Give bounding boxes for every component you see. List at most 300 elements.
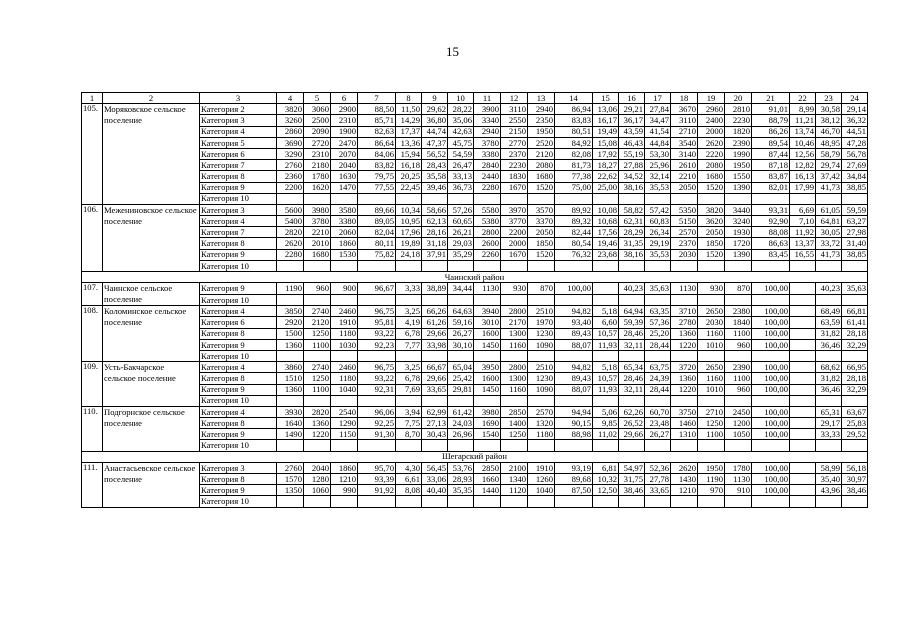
table-cell: [671, 440, 698, 451]
table-cell: 1190: [698, 474, 725, 485]
table-cell: 59,16: [448, 317, 474, 328]
table-cell: 2810: [725, 104, 752, 115]
row-number: 106.: [82, 204, 103, 271]
table-cell: [474, 440, 501, 451]
table-cell: [331, 294, 358, 306]
table-cell: [752, 496, 790, 507]
table-cell: 10,95: [396, 216, 422, 227]
table-cell: 2310: [304, 148, 331, 159]
table-cell: [593, 496, 619, 507]
table-cell: 15,94: [396, 148, 422, 159]
table-cell: 1090: [528, 339, 555, 350]
table-cell: [358, 260, 396, 271]
table-cell: 8,70: [396, 429, 422, 440]
table-cell: 3370: [528, 216, 555, 227]
table-cell: 8,99: [790, 104, 816, 115]
table-cell: 1210: [331, 474, 358, 485]
table-cell: 65,04: [448, 362, 474, 373]
table-cell: 63,75: [645, 362, 671, 373]
table-cell: 2030: [698, 317, 725, 328]
column-number: 3: [200, 93, 277, 104]
table-cell: 1250: [304, 373, 331, 384]
table-cell: [790, 350, 816, 361]
table-cell: 990: [331, 485, 358, 496]
table-cell: [304, 294, 331, 306]
table-cell: 41,73: [816, 249, 842, 260]
table-cell: 1360: [304, 418, 331, 429]
table-cell: [422, 350, 448, 361]
category-label: Категория 4: [200, 216, 277, 227]
table-cell: [593, 193, 619, 204]
table-cell: 29,81: [448, 384, 474, 395]
table-cell: 34,44: [448, 283, 474, 295]
table-cell: 1190: [277, 283, 304, 295]
table-cell: 35,58: [422, 171, 448, 182]
table-cell: 27,13: [422, 418, 448, 429]
table-cell: [671, 260, 698, 271]
table-cell: 1100: [725, 373, 752, 384]
table-row: [82, 283, 868, 295]
table-cell: 6,81: [593, 462, 619, 473]
table-cell: [277, 193, 304, 204]
table-cell: 36,32: [842, 115, 868, 126]
table-cell: 3060: [304, 104, 331, 115]
table-cell: [304, 395, 331, 406]
table-cell: 27,78: [645, 474, 671, 485]
table-cell: 2080: [698, 160, 725, 171]
table-cell: 66,67: [422, 362, 448, 373]
settlement-name: Межениновское сельское поселение: [103, 204, 200, 271]
table-cell: 1280: [304, 474, 331, 485]
table-cell: 1680: [698, 171, 725, 182]
table-cell: 7,10: [790, 216, 816, 227]
table-cell: 2380: [725, 306, 752, 317]
table-cell: 23,68: [593, 249, 619, 260]
table-cell: [619, 193, 645, 204]
table-cell: 2940: [474, 126, 501, 137]
table-cell: 2820: [277, 227, 304, 238]
table-cell: [790, 328, 816, 339]
table-cell: 56,18: [842, 462, 868, 473]
column-number: 21: [752, 93, 790, 104]
table-cell: 5,18: [593, 306, 619, 317]
category-label: Категория 10: [200, 395, 277, 406]
table-cell: [448, 294, 474, 306]
table-cell: 2180: [304, 160, 331, 171]
table-cell: 11,93: [593, 339, 619, 350]
table-cell: 32,29: [842, 339, 868, 350]
table-cell: 26,96: [448, 429, 474, 440]
table-cell: 95,70: [358, 462, 396, 473]
category-label: Категория 10: [200, 294, 277, 306]
table-cell: 1970: [528, 317, 555, 328]
table-cell: 2200: [501, 227, 528, 238]
table-cell: 31,40: [842, 238, 868, 249]
table-cell: 2470: [331, 137, 358, 148]
table-cell: [331, 193, 358, 204]
table-cell: 38,89: [422, 283, 448, 295]
table-cell: [752, 350, 790, 361]
table-cell: 84,06: [358, 148, 396, 159]
table-cell: 100,00: [752, 339, 790, 350]
table-cell: 46,43: [619, 137, 645, 148]
table-cell: [645, 440, 671, 451]
table-cell: 3980: [304, 204, 331, 215]
table-cell: [422, 440, 448, 451]
table-cell: [619, 350, 645, 361]
table-cell: 1720: [725, 238, 752, 249]
table-cell: 24,03: [448, 418, 474, 429]
category-label: Категория 9: [200, 384, 277, 395]
table-cell: 47,28: [842, 137, 868, 148]
table-cell: 41,73: [816, 182, 842, 193]
category-label: Категория 3: [200, 462, 277, 473]
table-cell: 10,34: [396, 204, 422, 215]
table-cell: [790, 306, 816, 317]
table-cell: 2040: [304, 462, 331, 473]
category-label: Категория 5: [200, 137, 277, 148]
table-cell: [698, 294, 725, 306]
table-cell: 57,42: [645, 204, 671, 215]
table-cell: 19,89: [396, 238, 422, 249]
table-cell: 930: [501, 283, 528, 295]
table-cell: 44,84: [645, 137, 671, 148]
table-cell: 2620: [671, 462, 698, 473]
table-cell: 28,93: [448, 474, 474, 485]
column-number: 23: [816, 93, 842, 104]
table-cell: 100,00: [752, 317, 790, 328]
table-cell: 3110: [671, 115, 698, 126]
table-cell: 910: [725, 485, 752, 496]
table-cell: [422, 260, 448, 271]
table-cell: 17,56: [593, 227, 619, 238]
table-cell: 20,25: [396, 171, 422, 182]
table-cell: [277, 395, 304, 406]
table-cell: 33,65: [645, 485, 671, 496]
table-cell: 10,46: [790, 137, 816, 148]
table-cell: 3110: [501, 104, 528, 115]
table-cell: 86,94: [555, 104, 593, 115]
table-cell: [422, 496, 448, 507]
table-cell: [816, 350, 842, 361]
table-cell: 16,18: [396, 160, 422, 171]
region-row: [82, 451, 868, 462]
table-cell: 87,18: [752, 160, 790, 171]
table-cell: 13,37: [790, 238, 816, 249]
table-cell: 52,36: [645, 462, 671, 473]
table-cell: 3820: [277, 104, 304, 115]
table-cell: 77,38: [555, 171, 593, 182]
column-number: 8: [396, 93, 422, 104]
table-cell: 1780: [304, 171, 331, 182]
column-number: 13: [528, 93, 555, 104]
table-cell: [501, 440, 528, 451]
column-number: 12: [501, 93, 528, 104]
table-cell: 17,96: [396, 227, 422, 238]
table-cell: 1860: [331, 238, 358, 249]
table-cell: [619, 260, 645, 271]
table-cell: 12,50: [593, 485, 619, 496]
table-cell: 1660: [474, 474, 501, 485]
table-cell: [816, 193, 842, 204]
table-cell: 100,00: [752, 429, 790, 440]
row-number: 109.: [82, 362, 103, 407]
table-row: [82, 429, 868, 440]
table-cell: 48,95: [816, 137, 842, 148]
table-cell: 2720: [304, 137, 331, 148]
table-cell: 11,50: [396, 104, 422, 115]
table-cell: [396, 496, 422, 507]
table-cell: [671, 350, 698, 361]
table-cell: 88,79: [752, 115, 790, 126]
table-cell: 1450: [474, 384, 501, 395]
table-cell: [671, 294, 698, 306]
table-cell: 30,43: [422, 429, 448, 440]
table-cell: [555, 496, 593, 507]
data-table: [81, 92, 868, 508]
table-cell: 14,29: [396, 115, 422, 126]
table-row: [82, 350, 868, 361]
table-cell: 1350: [277, 485, 304, 496]
table-cell: 1680: [528, 171, 555, 182]
table-cell: 38,46: [619, 485, 645, 496]
table-cell: 44,74: [422, 126, 448, 137]
table-cell: 2850: [474, 462, 501, 473]
table-row: [82, 216, 868, 227]
column-number: 16: [619, 93, 645, 104]
table-cell: 3580: [331, 204, 358, 215]
table-cell: 28,44: [645, 339, 671, 350]
table-cell: 94,82: [555, 306, 593, 317]
category-label: Категория 9: [200, 182, 277, 193]
table-cell: 64,94: [619, 306, 645, 317]
table-cell: [752, 260, 790, 271]
table-cell: 88,98: [555, 429, 593, 440]
table-cell: 25,20: [645, 328, 671, 339]
table-cell: 91,30: [358, 429, 396, 440]
table-cell: 100,00: [752, 362, 790, 373]
table-cell: [358, 496, 396, 507]
table-cell: 29,66: [422, 373, 448, 384]
table-cell: 96,67: [358, 283, 396, 295]
table-cell: 1400: [501, 418, 528, 429]
table-cell: [528, 350, 555, 361]
category-label: Категория 2: [200, 104, 277, 115]
table-cell: 77,55: [358, 182, 396, 193]
table-cell: 61,41: [842, 317, 868, 328]
table-cell: [277, 496, 304, 507]
table-cell: 57,36: [645, 317, 671, 328]
category-label: Категория 8: [200, 418, 277, 429]
table-cell: 2740: [304, 362, 331, 373]
table-cell: 1180: [528, 429, 555, 440]
table-cell: [790, 395, 816, 406]
table-cell: 970: [698, 485, 725, 496]
category-label: Категория 8: [200, 171, 277, 182]
table-cell: 5,06: [593, 406, 619, 417]
table-cell: 1260: [528, 474, 555, 485]
table-cell: 100,00: [752, 462, 790, 473]
table-cell: 27,88: [619, 160, 645, 171]
table-cell: 2960: [698, 104, 725, 115]
table-cell: [555, 440, 593, 451]
table-cell: 1220: [671, 339, 698, 350]
table-cell: 86,63: [752, 238, 790, 249]
table-cell: 3540: [671, 137, 698, 148]
table-cell: 1250: [501, 429, 528, 440]
table-cell: 35,63: [842, 283, 868, 295]
table-cell: 2400: [698, 115, 725, 126]
table-cell: 60,70: [645, 406, 671, 417]
table-cell: 61,26: [422, 317, 448, 328]
table-cell: 1950: [698, 462, 725, 473]
table-cell: 6,69: [790, 204, 816, 215]
table-cell: [396, 350, 422, 361]
settlement-name: Коломинское сельское поселение: [103, 306, 200, 362]
table-cell: 960: [304, 283, 331, 295]
table-cell: 35,40: [816, 474, 842, 485]
table-cell: 6,60: [593, 317, 619, 328]
table-cell: 2610: [671, 160, 698, 171]
table-row: [82, 395, 868, 406]
table-cell: 96,75: [358, 306, 396, 317]
table-cell: 89,32: [555, 216, 593, 227]
table-row: [82, 339, 868, 350]
table-cell: 2600: [474, 238, 501, 249]
table-cell: 2920: [277, 317, 304, 328]
table-cell: 960: [725, 339, 752, 350]
table-cell: 4,30: [396, 462, 422, 473]
table-cell: 1160: [698, 328, 725, 339]
table-cell: [555, 260, 593, 271]
table-cell: 88,07: [555, 339, 593, 350]
table-cell: 29,03: [448, 238, 474, 249]
table-cell: 10,57: [593, 373, 619, 384]
table-cell: 63,67: [842, 406, 868, 417]
table-cell: 1100: [698, 429, 725, 440]
table-cell: 2780: [671, 317, 698, 328]
table-cell: [752, 395, 790, 406]
table-cell: 1360: [671, 328, 698, 339]
category-label: Категория 8: [200, 238, 277, 249]
table-cell: 36,73: [448, 182, 474, 193]
table-cell: 29,14: [842, 104, 868, 115]
table-cell: 1100: [304, 384, 331, 395]
table-cell: 26,52: [619, 418, 645, 429]
table-cell: 1310: [671, 429, 698, 440]
table-cell: [593, 294, 619, 306]
table-cell: 28,18: [842, 373, 868, 384]
table-cell: [698, 395, 725, 406]
table-cell: [790, 317, 816, 328]
table-cell: 31,75: [619, 474, 645, 485]
table-cell: 1430: [671, 474, 698, 485]
table-cell: 2070: [331, 148, 358, 159]
table-cell: [304, 496, 331, 507]
table-cell: 7,75: [396, 418, 422, 429]
table-cell: 66,26: [422, 306, 448, 317]
table-cell: [842, 260, 868, 271]
table-row: [82, 373, 868, 384]
table-cell: [448, 395, 474, 406]
column-number-row: [82, 93, 868, 104]
table-cell: 2090: [304, 126, 331, 137]
table-cell: 25,00: [593, 182, 619, 193]
table-cell: 34,84: [842, 171, 868, 182]
table-cell: 28,44: [645, 384, 671, 395]
settlement-name: Подгорнское сельское поселение: [103, 406, 200, 451]
table-cell: [555, 294, 593, 306]
table-cell: 1510: [277, 373, 304, 384]
table-cell: 6,61: [396, 474, 422, 485]
table-row: [82, 485, 868, 496]
table-cell: 100,00: [752, 474, 790, 485]
table-cell: 43,96: [816, 485, 842, 496]
table-cell: 25,96: [645, 160, 671, 171]
table-cell: 3690: [277, 137, 304, 148]
table-cell: 1690: [474, 418, 501, 429]
table-cell: [671, 193, 698, 204]
table-cell: 1130: [474, 283, 501, 295]
table-cell: [304, 260, 331, 271]
table-cell: 35,29: [448, 249, 474, 260]
table-cell: 28,18: [842, 328, 868, 339]
category-label: Категория 10: [200, 350, 277, 361]
table-cell: 2390: [725, 362, 752, 373]
table-cell: 1820: [725, 126, 752, 137]
table-row: [82, 462, 868, 473]
table-cell: [448, 193, 474, 204]
table-cell: 89,66: [358, 204, 396, 215]
table-cell: 1160: [501, 339, 528, 350]
table-cell: 92,25: [358, 418, 396, 429]
table-cell: 41,54: [645, 126, 671, 137]
table-cell: 2260: [474, 249, 501, 260]
table-cell: [842, 350, 868, 361]
table-cell: 38,85: [842, 249, 868, 260]
table-cell: 31,35: [619, 238, 645, 249]
table-cell: 35,35: [448, 485, 474, 496]
table-cell: 3850: [277, 306, 304, 317]
table-cell: 1520: [698, 182, 725, 193]
table-cell: [331, 440, 358, 451]
table-cell: [790, 485, 816, 496]
table-cell: 3140: [671, 148, 698, 159]
table-cell: 9,85: [593, 418, 619, 429]
table-cell: [474, 193, 501, 204]
table-cell: 25,83: [842, 418, 868, 429]
column-number: 10: [448, 93, 474, 104]
table-cell: [842, 193, 868, 204]
category-label: Категория 8: [200, 373, 277, 384]
table-cell: 89,43: [555, 373, 593, 384]
table-cell: 88,50: [358, 104, 396, 115]
table-cell: 1150: [331, 429, 358, 440]
table-cell: 36,17: [619, 115, 645, 126]
table-cell: [725, 193, 752, 204]
table-cell: 89,05: [358, 216, 396, 227]
table-cell: 68,62: [816, 362, 842, 373]
table-cell: [790, 384, 816, 395]
table-cell: 1540: [474, 429, 501, 440]
table-cell: [790, 193, 816, 204]
table-cell: 1440: [474, 485, 501, 496]
category-label: Категория 8: [200, 328, 277, 339]
table-cell: [752, 193, 790, 204]
table-cell: 2200: [277, 182, 304, 193]
table-cell: 13,06: [593, 104, 619, 115]
column-number: 6: [331, 93, 358, 104]
